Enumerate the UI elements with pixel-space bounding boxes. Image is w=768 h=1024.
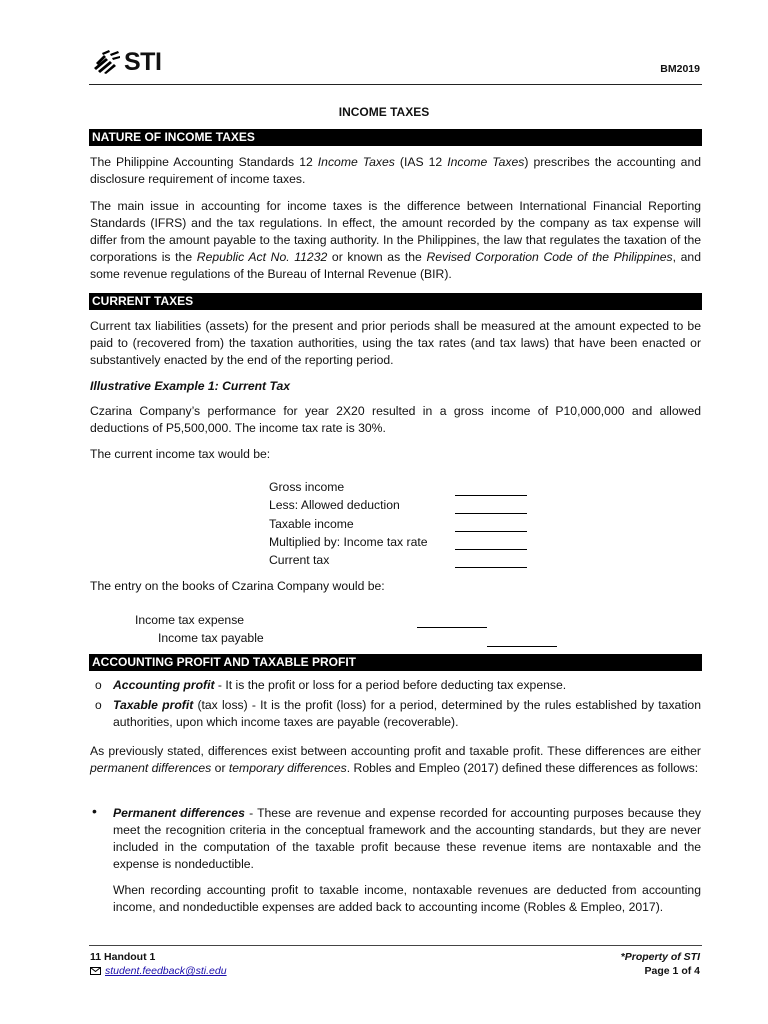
page-title: INCOME TAXES bbox=[338, 105, 430, 119]
current-paragraph-1: Current tax liabilities (assets) for the present and prior periods shall be measured at the amount expected to be paid to (recovered from) the taxation authorities, using the tax rates (and tax laws) that have been enacted or substantively enacted by the end of the reporting period. bbox=[90, 319, 701, 367]
debit-blank-line bbox=[417, 627, 487, 628]
permanent-differences-item: Permanent differences - These are revenue and expense recorded for accounting purposes because they meet the recognition criteria in the conceptual framework and the accounting standards, but they are never included in the computation of the taxable profit because these revenue items are nontaxable and the expense is nondeductible. bbox=[113, 806, 701, 871]
computation-line: Gross income bbox=[269, 480, 345, 494]
computation-line: Current tax bbox=[269, 553, 330, 568]
current-paragraph-4: The entry on the books of Czarina Company would be: bbox=[90, 579, 385, 593]
blank-line bbox=[455, 513, 527, 514]
credit-blank-line bbox=[487, 646, 557, 647]
footer-divider bbox=[89, 945, 702, 946]
computation-line: Less: Allowed deduction bbox=[269, 498, 400, 513]
current-paragraph-2: Czarina Company’s performance for year 2X20 resulted in a gross income of P10,000,000 and allowed deductions of P5,500,000. The income tax rate is 30%. bbox=[90, 404, 701, 435]
blank-line bbox=[455, 531, 527, 532]
computation-line: Taxable income bbox=[269, 516, 354, 531]
blank-line bbox=[455, 495, 527, 496]
section-heading-profit: ACCOUNTING PROFIT AND TAXABLE PROFIT bbox=[89, 654, 702, 671]
nature-paragraph-1: The Philippine Accounting Standards 12 Income Taxes (IAS 12 Income Taxes) prescribes the accounting and disclosure requirement of income taxes. bbox=[90, 155, 702, 186]
profit-paragraph-1: As previously stated, differences exist between accounting profit and taxable profit. These differences are either permanent differences or temporary differences. Robles and Empleo (2017) defined these differences as follows: bbox=[90, 744, 701, 775]
footer-property: *Property of STI bbox=[620, 951, 700, 963]
document-code: BM2019 bbox=[660, 63, 700, 75]
entry-credit-label: Income tax payable bbox=[158, 631, 264, 645]
header-divider bbox=[89, 84, 702, 85]
feedback-email-link[interactable]: student.feedback@sti.edu bbox=[105, 965, 227, 977]
envelope-icon bbox=[90, 967, 101, 975]
footer-handout: 11 Handout 1 bbox=[90, 951, 156, 963]
circle-bullet-icon: o bbox=[95, 678, 102, 692]
definition-accounting-profit: Accounting profit - It is the profit or loss for a period before deducting tax expense. bbox=[113, 678, 567, 692]
entry-debit-label: Income tax expense bbox=[135, 613, 245, 627]
nature-paragraph-2: The main issue in accounting for income taxes is the difference between International Financial Reporting Standards (IFRS) and the tax regulations. In effect, the amount recorded by the company as tax expense will differ from the amount payable to the taxing authority. In the Philippines, the law that regulates the taxation of the corporations is the Republic Act No. 11232 or known as the Revised Corporation Code of the Philippines, and some revenue regulations of the Bureau of Internal Revenue (BIR). bbox=[90, 199, 701, 281]
sti-logo bbox=[92, 47, 161, 77]
blank-line bbox=[455, 549, 527, 550]
blank-line bbox=[455, 567, 527, 568]
footer-email-row bbox=[90, 965, 227, 977]
computation-list bbox=[269, 478, 428, 569]
dot-bullet-icon: • bbox=[92, 803, 97, 819]
section-heading-current: CURRENT TAXES bbox=[89, 293, 702, 310]
section-heading-nature: NATURE OF INCOME TAXES bbox=[89, 129, 702, 146]
example-title: Illustrative Example 1: Current Tax bbox=[90, 379, 291, 393]
logo-text: STI bbox=[124, 47, 162, 76]
globe-icon bbox=[92, 49, 122, 75]
current-paragraph-3: The current income tax would be: bbox=[90, 447, 271, 461]
permanent-differences-note: When recording accounting profit to taxable income, nontaxable revenues are deducted from accounting income, and nondeductible expenses are added back to accounting income (Robles & Empleo, 2017). bbox=[113, 883, 701, 914]
circle-bullet-icon: o bbox=[95, 698, 102, 712]
computation-line: Multiplied by: Income tax rate bbox=[269, 534, 428, 549]
footer-page-number: Page 1 of 4 bbox=[644, 965, 700, 977]
definition-taxable-profit: Taxable profit (tax loss) - It is the profit (loss) for a period, determined by the rules established by taxation authorities, upon which income taxes are payable (recoverable). bbox=[113, 698, 701, 729]
